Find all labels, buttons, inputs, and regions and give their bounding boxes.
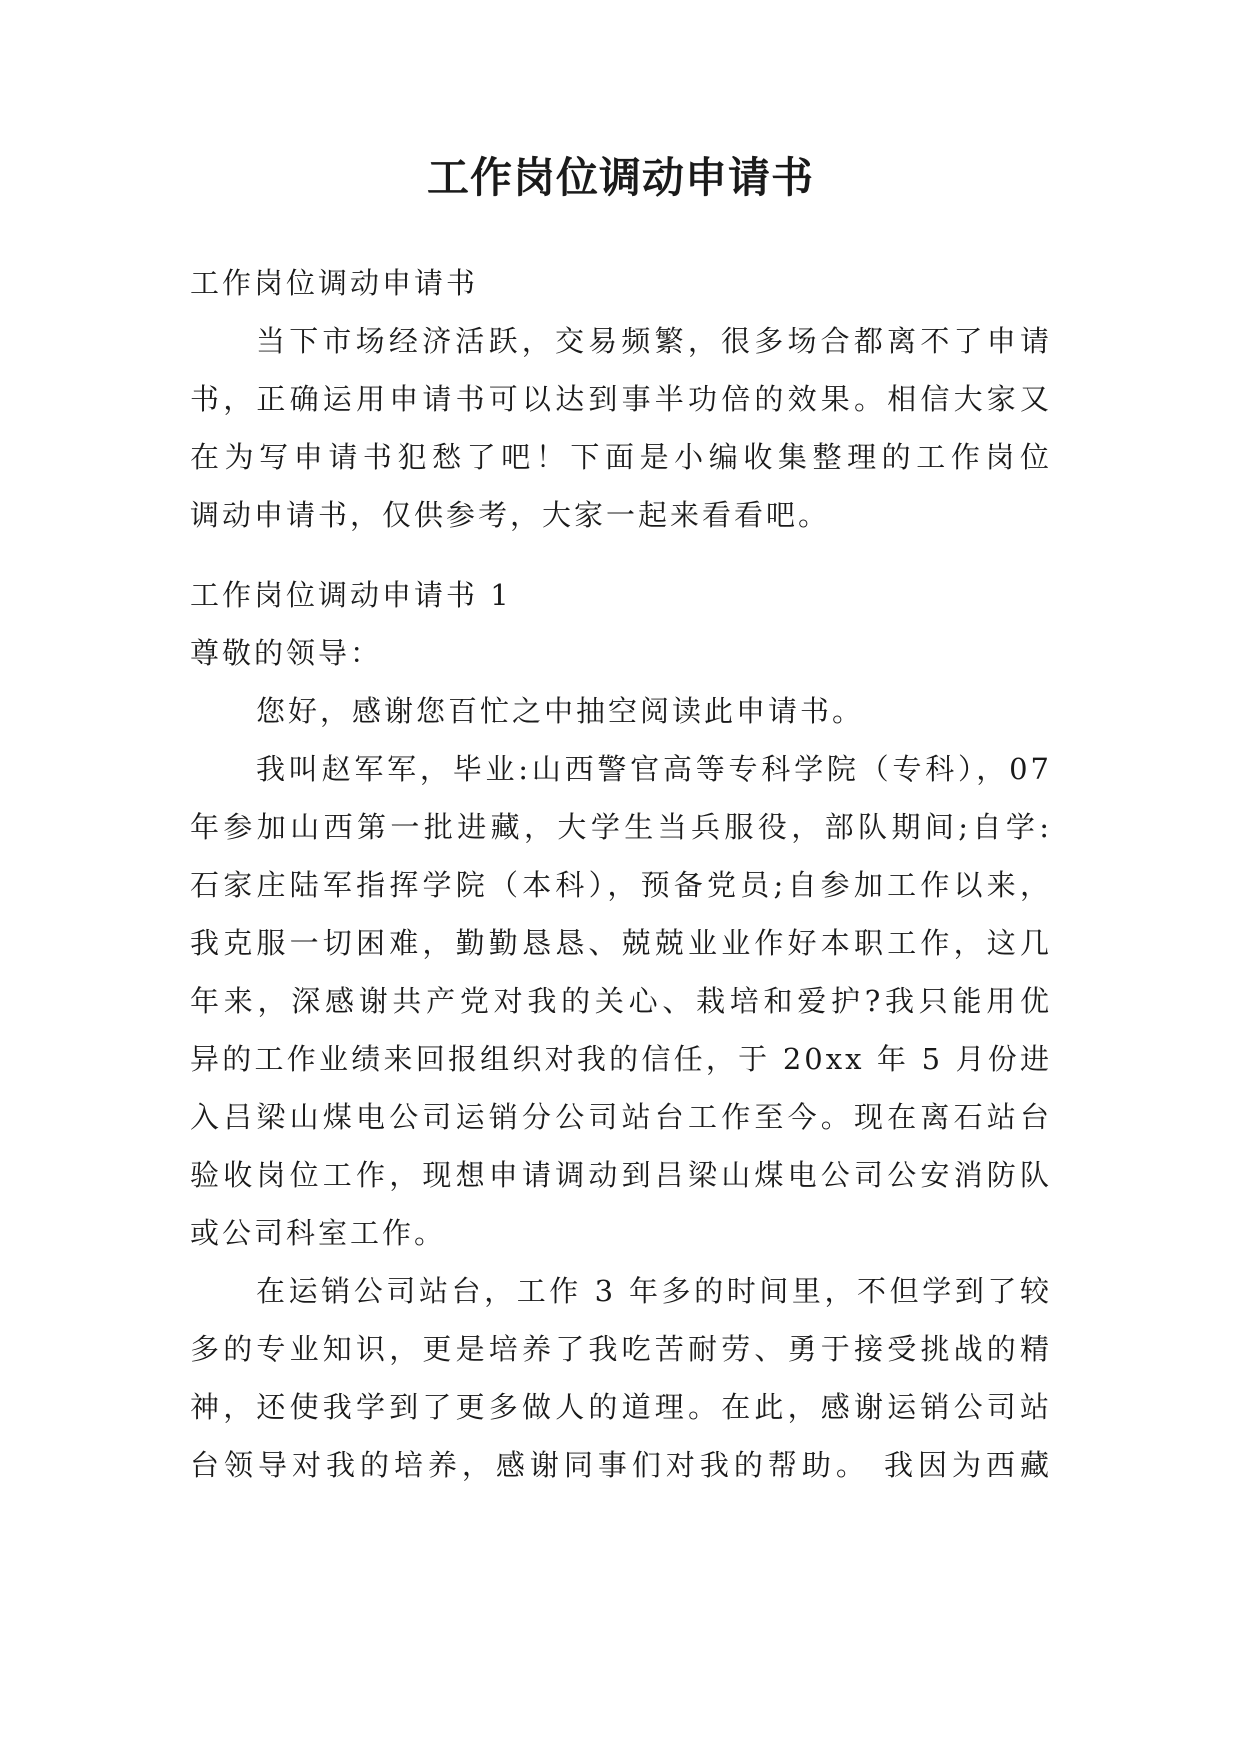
- intro-line: 当下市场经济活跃，交易频繁，很多场合都离不了申请: [256, 324, 1052, 358]
- paragraph-line: 我克服一切困难，勤勤恳恳、兢兢业业作好本职工作，这几: [190, 926, 1052, 960]
- paragraph-line: 入吕梁山煤电公司运销分公司站台工作至今。现在离石站台: [190, 1100, 1052, 1134]
- paragraph-line: 多的专业知识，更是培养了我吃苦耐劳、勇于接受挑战的精: [190, 1332, 1052, 1366]
- paragraph-line: 神，还使我学到了更多做人的道理。在此，感谢运销公司站: [190, 1390, 1052, 1424]
- document-title: 工作岗位调动申请书: [426, 153, 814, 202]
- paragraph-line: 台领导对我的培养，感谢同事们对我的帮助。 我因为西藏: [190, 1448, 1052, 1482]
- intro-line: 调动申请书，仅供参考，大家一起来看看吧。: [190, 498, 831, 532]
- intro-line: 在为写申请书犯愁了吧！下面是小编收集整理的工作岗位: [190, 440, 1052, 474]
- section-1-block: [190, 566, 1052, 1494]
- paragraph-line: 我叫赵军军，毕业:山西警官高等专科学院（专科），07: [256, 752, 1052, 786]
- paragraph-line: 石家庄陆军指挥学院（本科），预备党员;自参加工作以来，: [190, 868, 1052, 902]
- salutation: 尊敬的领导：: [190, 636, 383, 670]
- paragraph-line: 验收岗位工作，现想申请调动到吕梁山煤电公司公安消防队: [190, 1158, 1052, 1192]
- intro-heading: 工作岗位调动申请书: [190, 266, 479, 300]
- section-heading: 工作岗位调动申请书 1: [190, 578, 512, 612]
- paragraph-line: 或公司科室工作。: [190, 1216, 447, 1250]
- paragraph-line: 年参加山西第一批进藏，大学生当兵服役，部队期间;自学:: [190, 810, 1052, 844]
- paragraph-line: 在运销公司站台，工作 3 年多的时间里，不但学到了较: [256, 1274, 1052, 1308]
- paragraph-line: 异的工作业绩来回报组织对我的信任，于 20xx 年 5 月份进: [190, 1042, 1052, 1076]
- paragraph-line: 年来，深感谢共产党对我的关心、栽培和爱护?我只能用优: [190, 984, 1052, 1018]
- intro-line: 书，正确运用申请书可以达到事半功倍的效果。相信大家又: [190, 382, 1052, 416]
- intro-block: [190, 254, 1052, 544]
- greeting: 您好，感谢您百忙之中抽空阅读此申请书。: [256, 694, 865, 728]
